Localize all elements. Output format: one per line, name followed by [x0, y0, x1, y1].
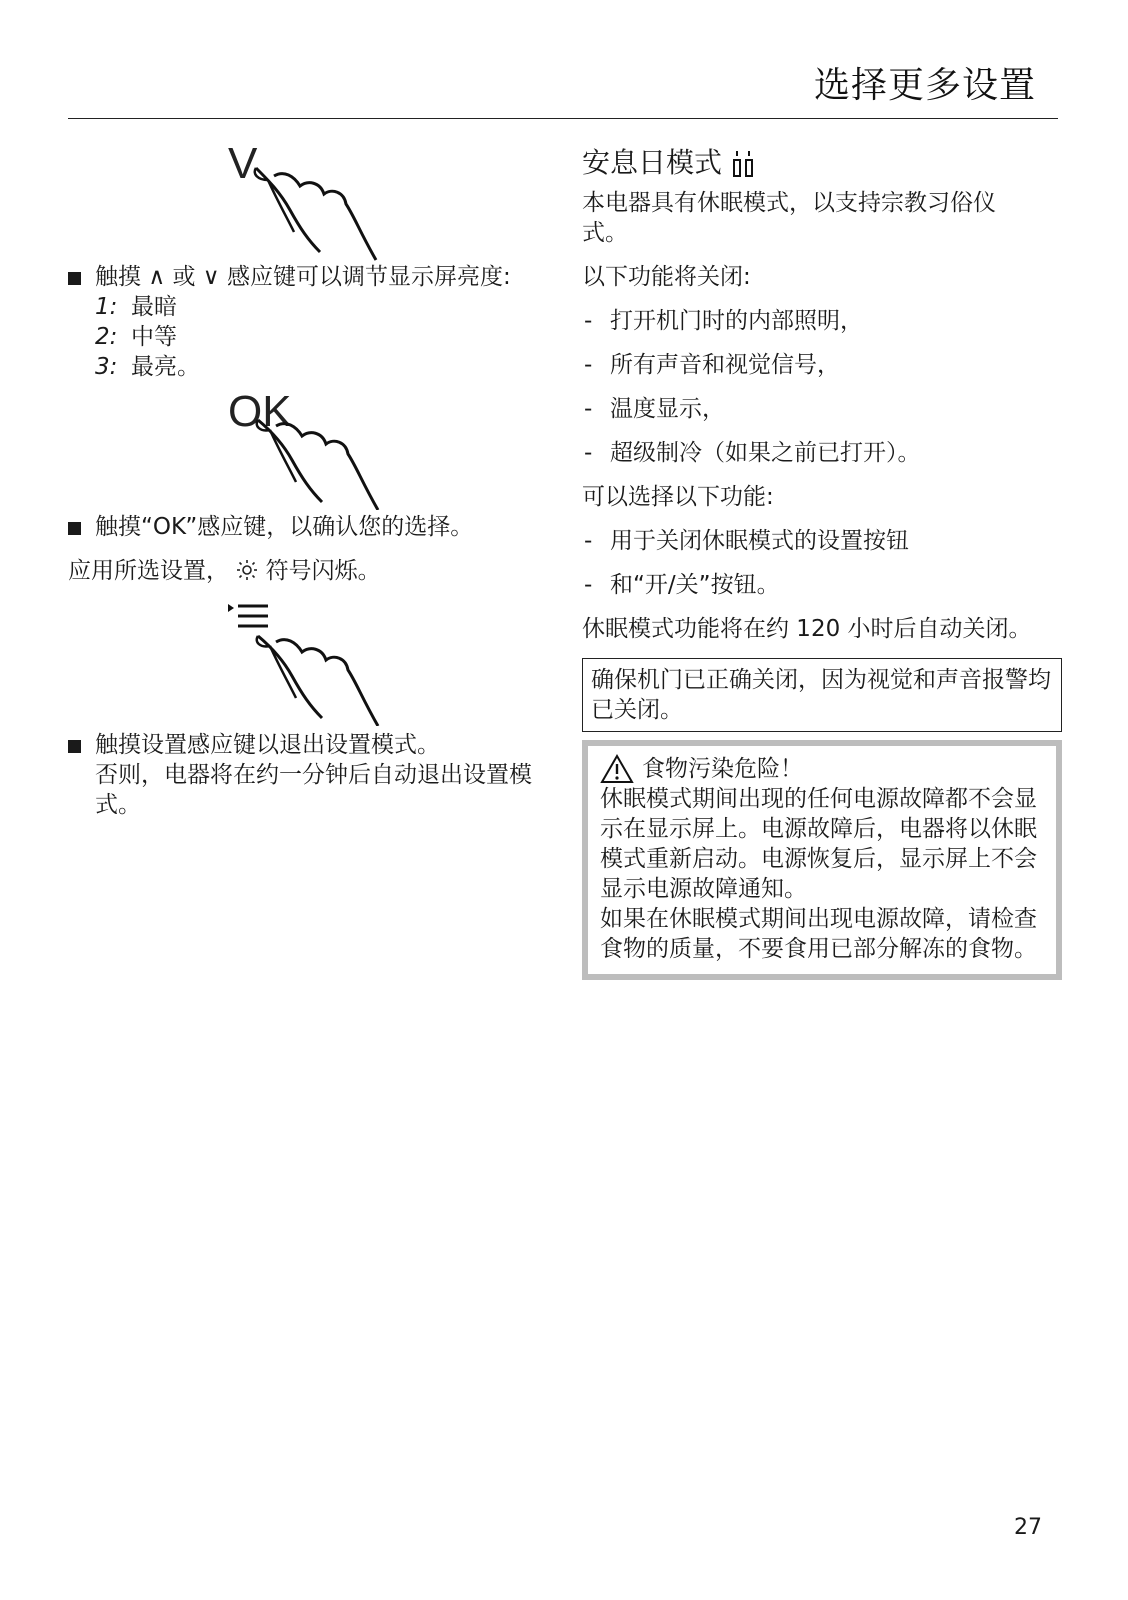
up-key-symbol: ∧	[148, 264, 166, 290]
sabbath-intro: 本电器具有休眠模式，以支持宗教习俗仪式。	[582, 190, 996, 246]
warning-box	[582, 740, 1062, 980]
hand-touch-icon	[228, 386, 428, 510]
bullet-square	[68, 272, 81, 285]
list-item: - 所有声音和视觉信号，	[584, 352, 840, 378]
sabbath-candles-icon	[732, 148, 754, 178]
exit-settings-bullet: 触摸设置感应键以退出设置模式。 否则，电器将在约一分钟后自动退出设置模式。	[68, 730, 558, 820]
off-items-list	[582, 306, 1062, 468]
select-items-list	[582, 526, 1062, 600]
right-column	[582, 140, 1062, 980]
warning-para-2: 如果在休眠模式期间出现电源故障，请检查食物的质量，不要食用已部分解冻的食物。	[600, 906, 1037, 962]
confirm-text: 触摸“OK”感应键，以确认您的选择。	[95, 514, 474, 540]
confirm-bullet	[68, 512, 558, 542]
bullet-square	[68, 740, 81, 753]
brightness-levels	[95, 292, 558, 382]
page-number: 27	[1014, 1515, 1042, 1540]
select-heading: 可以选择以下功能:	[582, 484, 774, 510]
page-header-title: 选择更多设置	[813, 65, 1036, 106]
bullet-square	[68, 522, 81, 535]
touch-settings-illustration	[228, 600, 428, 726]
sabbath-mode-heading: 安息日模式	[582, 144, 1062, 182]
warning-title: 食物污染危险！	[600, 754, 1044, 784]
level-item: 2: 中等	[95, 324, 177, 350]
list-item: - 和“开/关”按钮。	[584, 572, 780, 598]
applied-text: 应用所选设置， 符号闪烁。	[68, 558, 381, 584]
down-key-symbol: ∨	[202, 264, 220, 290]
list-item: - 超级制冷（如果之前已打开）。	[584, 440, 921, 466]
touch-ok-illustration	[228, 386, 428, 510]
list-item: - 温度显示，	[584, 396, 725, 422]
warning-triangle-icon	[600, 754, 634, 784]
brightness-bullet	[68, 262, 558, 382]
hand-touch-icon	[228, 140, 428, 262]
auto-off-text: 休眠模式功能将在约 120 小时后自动关闭。	[582, 616, 1032, 642]
ok-key-glyph: OK	[228, 387, 292, 436]
list-item: - 打开机门时的内部照明，	[584, 308, 863, 334]
down-key-glyph: V	[228, 140, 258, 188]
brightness-post: 感应键可以调节显示屏亮度:	[226, 264, 511, 290]
level-item: 3: 最亮。	[95, 354, 200, 380]
sun-icon	[236, 559, 258, 581]
warning-para-1: 休眠模式期间出现的任何电源故障都不会显示在显示屏上。电源故障后，电器将以休眠模式重新启动。电源恢复后，显示屏上不会显示电源故障通知。	[600, 786, 1037, 902]
brightness-pre: 触摸	[95, 264, 141, 290]
list-item: - 用于关闭休眠模式的设置按钮	[584, 528, 909, 554]
brightness-mid: 或	[172, 264, 196, 290]
level-item: 1: 最暗	[95, 294, 177, 320]
left-column	[68, 140, 558, 820]
touch-down-illustration	[228, 140, 428, 262]
hand-touch-icon	[228, 600, 428, 726]
off-heading: 以下功能将关闭:	[582, 264, 751, 290]
door-note-box: 确保机门已正确关闭，因为视觉和声音报警均已关闭。	[582, 658, 1062, 732]
header-rule	[68, 118, 1058, 119]
settings-menu-icon	[228, 604, 268, 626]
